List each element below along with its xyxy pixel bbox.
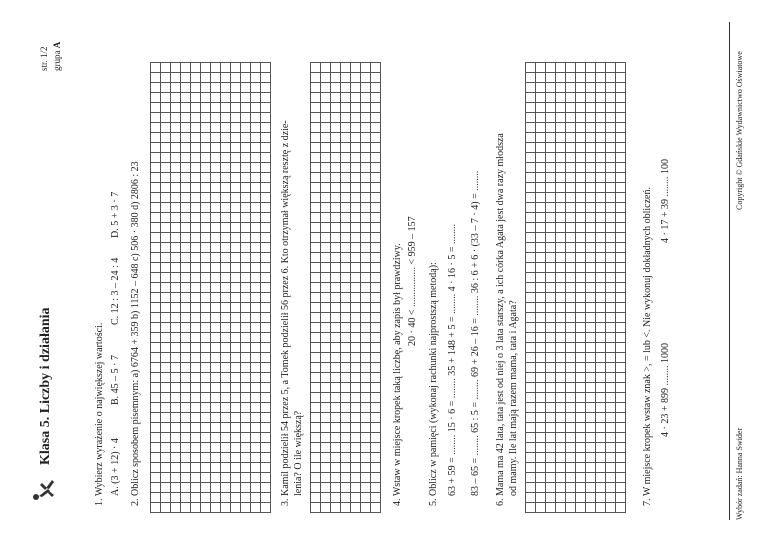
- task-1-option-d: D. 5 + 3 · 7: [110, 191, 121, 238]
- task-7-prompt: 7. W miejsce kropek wstaw znak >, = lub <. Nie wykonuj dokładnych obliczeń.: [642, 187, 653, 506]
- answer-grid-1: [150, 62, 271, 513]
- task-4-prompt: 4. Wstaw w miejsce kropek taką liczbę, aby zapis był prawdziwy.: [392, 243, 403, 506]
- task-3-prompt-line1: 3. Kamil podzielił 54 przez 5, a Tomek podzielił 56 przez 6. Kto otrzymał większą resztę z dzie-: [280, 120, 291, 506]
- task-1-prompt: 1. Wybierz wyrażenie o największej wartości.: [94, 322, 105, 506]
- task-5-row-1: 63 + 59 = ........ 15 · 6 = ........ 35 + 148 + 5 = ........ 4 · 16 · 5 = ........: [447, 224, 458, 496]
- group-label: grupa A: [52, 41, 62, 71]
- group-value: A: [52, 41, 62, 49]
- footer-author: Wybór zadań: Hanna Swider: [735, 427, 744, 520]
- page-title: Klasa 5. Liczby i działania: [38, 307, 53, 465]
- task-4-expression: 20 · 40 < ................ < 959 – 157: [407, 216, 418, 346]
- footer-copyright: Copyright © Gdańskie Wydawnictwo Oświatowe: [735, 51, 744, 210]
- task-6-prompt-line2: od mamy. Ile lat mają razem mama, tata i Agata?: [508, 300, 519, 496]
- task-7-expression-a: 4 · 23 + 899 ........ 1000: [660, 343, 671, 437]
- footer-divider: [729, 22, 730, 520]
- answer-grid-2: [310, 62, 381, 513]
- task-6-prompt-line1: 6. Mama ma 42 lata, tata jest od niej o 3 lata starszy, a ich córka Agata jest dwa razy młodsza: [495, 133, 506, 506]
- runner-logo-icon: [30, 476, 56, 502]
- task-1-option-c: C. 12 : 3 – 24 : 4: [110, 257, 121, 325]
- task-1-option-b: B. 45 – 5 · 7: [110, 355, 121, 405]
- task-2-prompt: 2. Oblicz sposobem pisemnym: a) 6764 + 359 b) 1152 – 648 c) 506 · 380 d) 2806 : 23: [130, 161, 141, 506]
- task-7-expression-b: 4 · 17 + 39 ........ 100: [660, 159, 671, 243]
- task-1-option-a: A. (3 + 12) · 4: [110, 438, 121, 496]
- answer-grid-3: [525, 62, 626, 513]
- page-number: str. 1/2: [39, 46, 49, 71]
- task-3-prompt-line2: lenia? O ile większą?: [293, 410, 304, 496]
- task-5-row-2: 83 – 65 = ........ 65 : 5 = ........ 69 + 26 – 16 = ........ 36 : 6 + 6 · (33 – 7 · 4) = ........: [470, 170, 481, 496]
- task-5-prompt: 5. Oblicz w pamięci (wykonaj rachunki najprostszą metodą):: [428, 262, 439, 506]
